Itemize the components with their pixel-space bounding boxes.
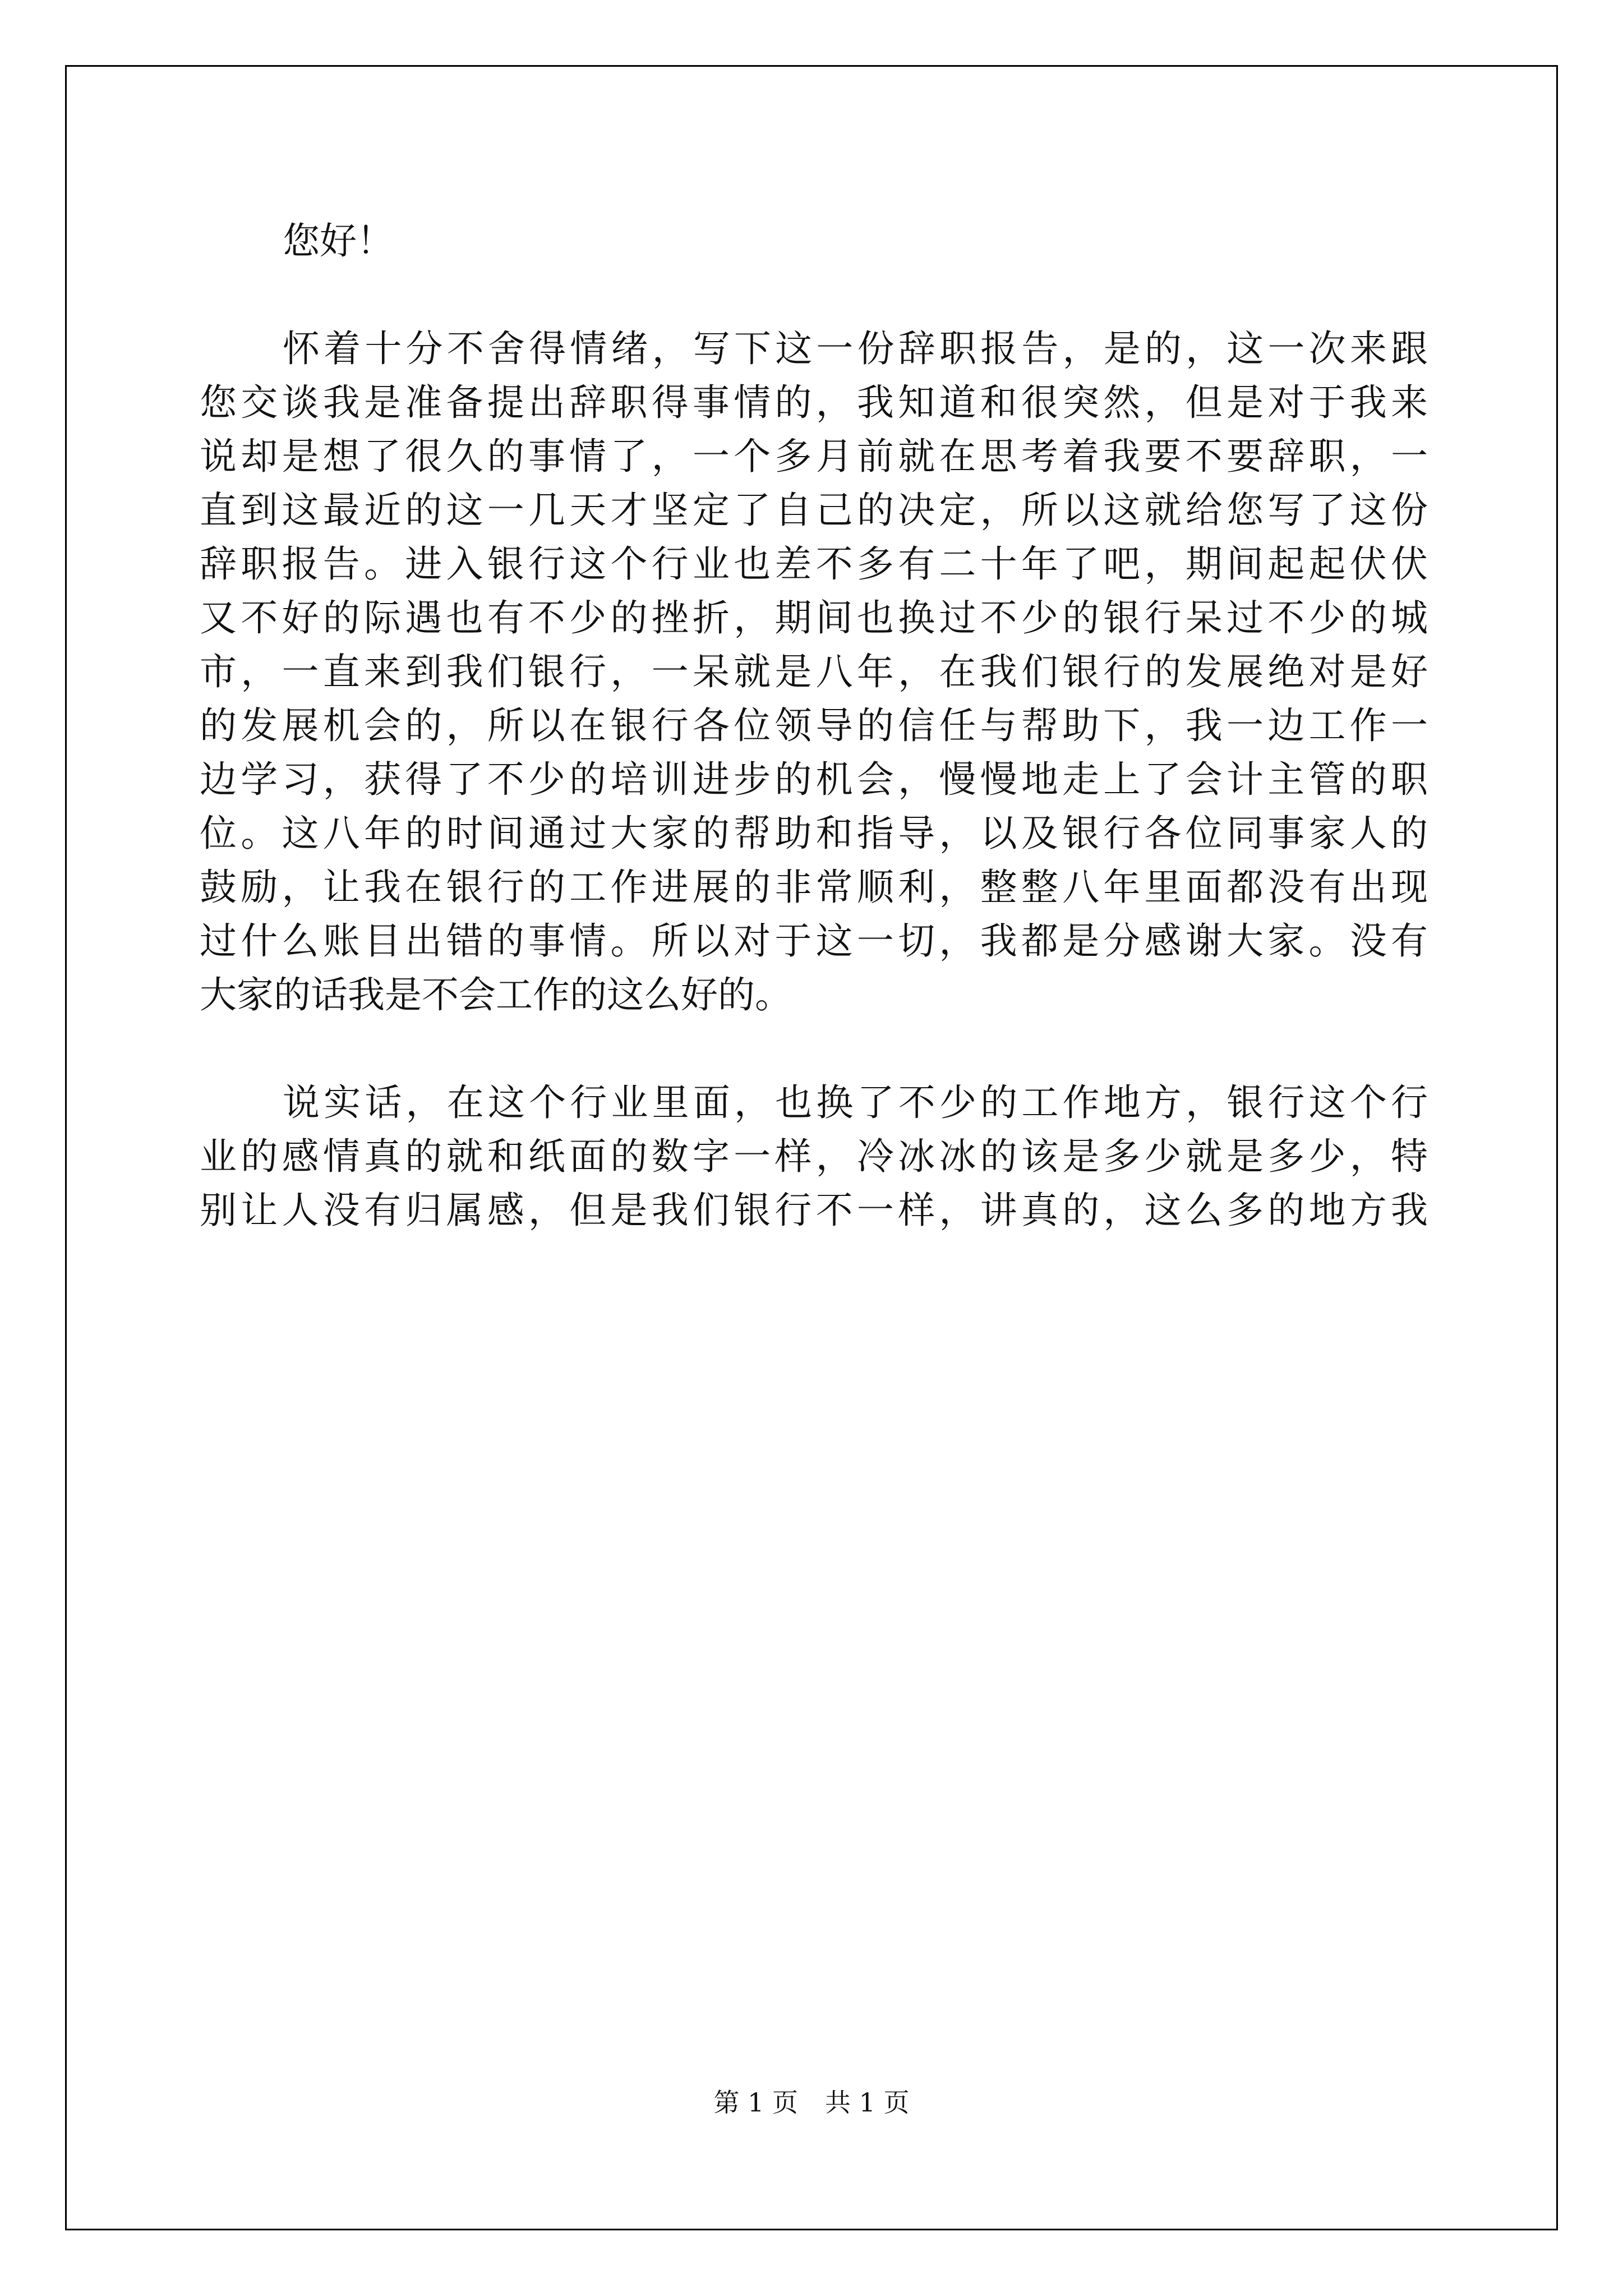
page-footer: [0, 2087, 1623, 2118]
text-line: 边学习，获得了不少的培训进步的机会，慢慢地走上了会计主管的职: [200, 758, 1428, 801]
text-line: 过什么账目出错的事情。所以对于这一切，我都是分感谢大家。没有: [200, 919, 1428, 963]
text-line: 大家的话我是不会工作的这么好的。: [200, 973, 792, 1016]
text-line: 别让人没有归属感，但是我们银行不一样，讲真的，这么多的地方我: [200, 1189, 1428, 1232]
text-line: 又不好的际遇也有不少的挫折，期间也换过不少的银行呆过不少的城: [200, 596, 1428, 639]
paragraph-gap: [200, 1022, 1428, 1076]
paragraph-1: [200, 322, 1428, 1022]
greeting: 您好！: [283, 219, 394, 263]
page-number-total: 共 1 页: [825, 2087, 910, 2118]
text-line: 鼓励，让我在银行的工作进展的非常顺利，整整八年里面都没有出现: [200, 866, 1428, 909]
text-line: 直到这最近的这一几天才坚定了自己的决定，所以这就给您写了这份: [200, 489, 1428, 532]
text-line: 位。这八年的时间通过大家的帮助和指导，以及银行各位同事家人的: [200, 812, 1428, 855]
text-line: 辞职报告。进入银行这个行业也差不多有二十年了吧，期间起起伏伏: [200, 542, 1428, 586]
paragraph-2: [200, 1076, 1428, 1237]
page-number-current: 第 1 页: [713, 2087, 798, 2118]
text-line: 说却是想了很久的事情了，一个多月前就在思考着我要不要辞职，一: [200, 435, 1428, 478]
text-line: 的发展机会的，所以在银行各位领导的信任与帮助下，我一边工作一: [200, 704, 1428, 747]
text-line: 说实话，在这个行业里面，也换了不少的工作地方，银行这个行: [283, 1081, 1428, 1124]
text-line: 您交谈我是准备提出辞职得事情的，我知道和很突然，但是对于我来: [200, 381, 1428, 424]
paragraph-gap: [200, 268, 1428, 322]
text-line: 怀着十分不舍得情绪，写下这一份辞职报告，是的，这一次来跟: [283, 327, 1428, 370]
text-line: 业的感情真的就和纸面的数字一样，冷冰冰的该是多少就是多少，特: [200, 1135, 1428, 1178]
letter-body: [200, 214, 1428, 1237]
text-line: 市，一直来到我们银行，一呆就是八年，在我们银行的发展绝对是好: [200, 650, 1428, 693]
